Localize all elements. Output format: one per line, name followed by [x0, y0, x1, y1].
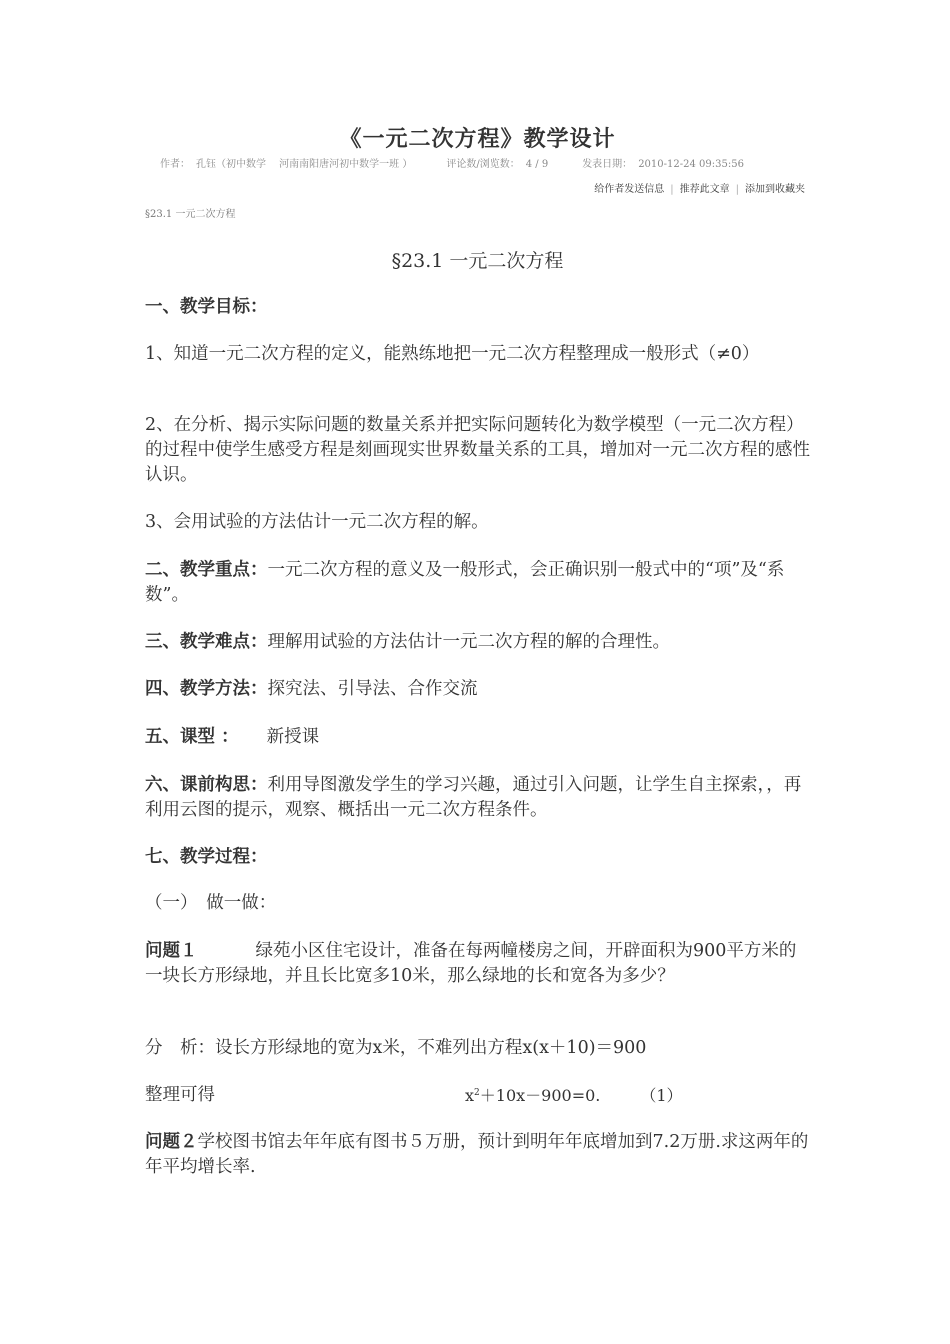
add-favorite-link[interactable]: 添加到收藏夹 — [745, 184, 805, 195]
send-message-link[interactable]: 给作者发送信息 — [594, 184, 665, 195]
key-points — [145, 558, 810, 608]
goal-2: 2、在分析、揭示实际问题的数量关系并把实际问题转化为数学模型（一元二次方程）的过程中使学生感受方程是刻画现实世界数量关系的工具，增加对一元二次方程的感性认识。 — [145, 415, 810, 485]
section-title: §23.1 一元二次方程 — [391, 250, 564, 272]
method — [145, 677, 810, 702]
difficulty-text: 理解用试验的方法估计一元二次方程的解的合理性。 — [267, 632, 670, 652]
recommend-link[interactable]: 推荐此文章 — [679, 184, 730, 195]
concept-label: 六、课前构思： — [145, 775, 268, 795]
problem-1-text: 绿苑小区住宅设计，准备在每两幢楼房之间，开辟面积为900平方米的一块长方形绿地，并且长比宽多10米，那么绿地的长和宽各为多少？ — [145, 941, 797, 986]
lesson-type-text: 新授课 — [266, 727, 320, 747]
article-meta — [160, 155, 750, 170]
goals-heading: 一、教学目标： — [145, 297, 268, 317]
author-name: 孔钰（初中数学 河南南阳唐河初中数学一班 ） — [196, 159, 413, 170]
key-points-label: 二、教学重点： — [145, 560, 268, 580]
equation — [465, 1083, 683, 1108]
divider: | — [670, 184, 674, 195]
author-label: 作者： — [160, 159, 190, 170]
process-heading: 七、教学过程： — [145, 847, 268, 867]
step-1: （一） 做一做： — [145, 893, 277, 913]
lesson-type — [145, 725, 810, 750]
equation-number: （1） — [640, 1086, 683, 1105]
problem-2 — [145, 1130, 810, 1180]
concept — [145, 773, 810, 823]
simplify-label: 整理可得 — [145, 1085, 215, 1105]
stats-value: 4 / 9 — [525, 159, 549, 170]
article-title: 《一元二次方程》教学设计 — [339, 126, 616, 152]
date-label: 发表日期： — [582, 159, 633, 170]
method-label: 四、教学方法： — [145, 679, 268, 699]
stats-label: 评论数/浏览数： — [446, 159, 520, 170]
difficulty-label: 三、教学难点： — [145, 632, 268, 652]
difficulty — [145, 630, 810, 655]
equation-base: x — [465, 1086, 475, 1105]
problem-2-text: 学校图书馆去年年底有图书５万册，预计到明年年底增加到7.2万册.求这两年的年平均增长率. — [145, 1132, 809, 1177]
problem-1-label: 问题１ — [145, 941, 198, 961]
lesson-type-label: 五、课型 ： — [145, 727, 239, 747]
method-text: 探究法、引导法、合作交流 — [267, 679, 478, 699]
key-points-text: 一元二次方程的意义及一般形式，会正确识别一般式中的“项”及“系数”。 — [145, 560, 785, 605]
concept-text: 利用导图激发学生的学习兴趣，通过引入问题，让学生自主探索，，再利用云图的提示，观察、概括出一元二次方程条件。 — [145, 775, 802, 820]
breadcrumb: §23.1 一元二次方程 — [145, 209, 236, 220]
analysis: 分 析：设长方形绿地的宽为x米，不难列出方程x(x＋10)＝900 — [145, 1038, 647, 1058]
date-value: 2010-12-24 09:35:56 — [638, 159, 744, 170]
goal-3: 3、会用试验的方法估计一元二次方程的解。 — [145, 512, 489, 532]
problem-2-label: 问题２ — [145, 1132, 198, 1152]
goal-1: 1、知道一元二次方程的定义，能熟练地把一元二次方程整理成一般形式（≠0） — [145, 344, 760, 364]
simplify — [145, 1083, 810, 1108]
equation-body: ＋10x－900=0. — [479, 1086, 601, 1105]
divider: | — [735, 184, 739, 195]
problem-1 — [145, 939, 810, 989]
equation-exponent: 2 — [474, 1088, 480, 1098]
article-actions — [594, 180, 805, 195]
